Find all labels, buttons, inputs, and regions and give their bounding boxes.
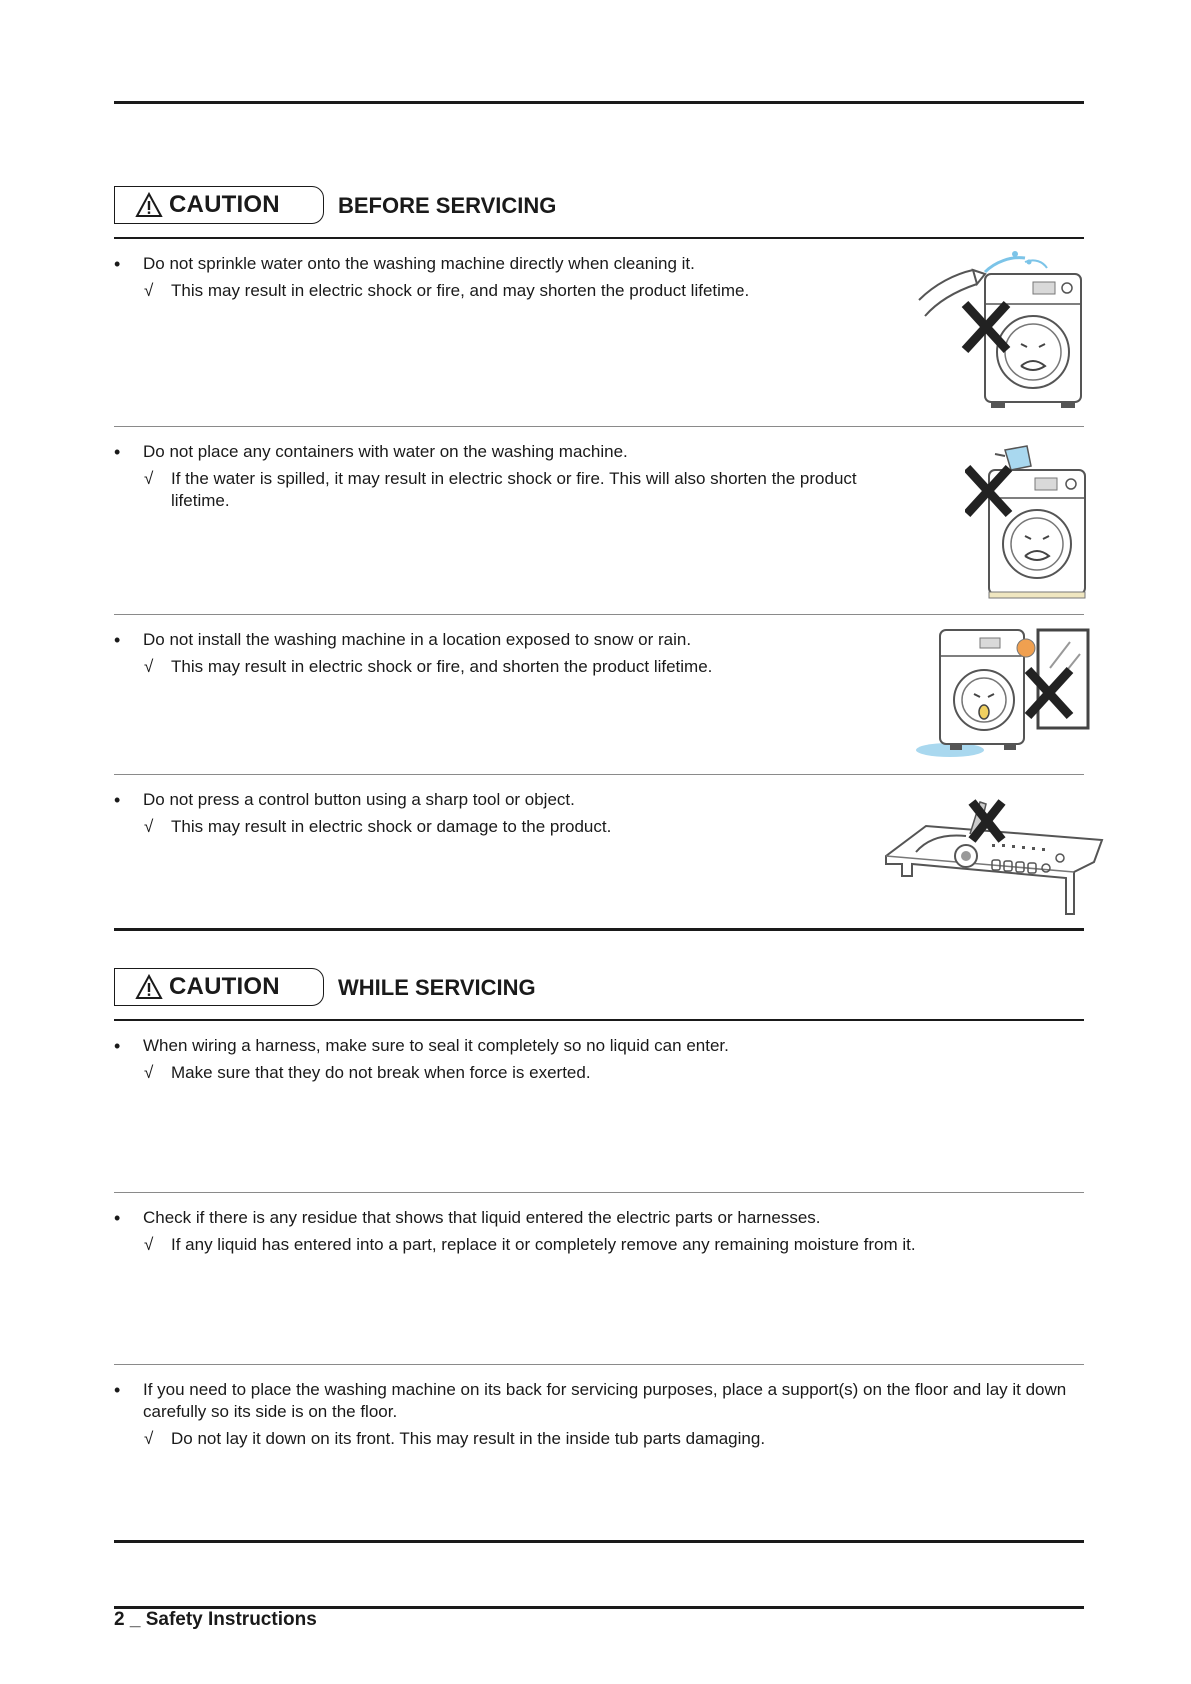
item-note [114,656,914,678]
check-mark: √ [144,1429,154,1448]
warning-triangle-icon [135,192,163,218]
item-note-text: Make sure that they do not break when force is exerted. [171,1063,591,1082]
item-note-text: If the water is spilled, it may result in electric shock or fire. This will also shorten the product lifetime. [171,469,857,510]
sharp-tool-control-panel-illustration [880,798,1112,920]
warning-triangle-icon [135,974,163,1000]
list-item [114,1035,1084,1084]
footer-section-name: Safety Instructions [145,1609,317,1630]
check-mark: √ [144,657,154,676]
item-text: • Check if there is any residue that shows that liquid entered the electric parts or harnesses. [114,1207,1084,1229]
item-text: • Do not sprinkle water onto the washing machine directly when cleaning it. [114,253,914,275]
item-text: • Do not place any containers with water on the washing machine. [114,441,914,463]
list-item [114,629,914,678]
item-divider [114,774,1084,775]
list-item [114,789,914,838]
section-divider [114,928,1084,931]
item-text: • Do not press a control button using a sharp tool or object. [114,789,914,811]
item-note-text: This may result in electric shock or damage to the product. [171,817,612,836]
item-note-text: Do not lay it down on its front. This may result in the inside tub parts damaging. [171,1429,766,1448]
list-item [114,1379,1084,1450]
item-text: • When wiring a harness, make sure to seal it completely so no liquid can enter. [114,1035,1084,1057]
caution-label: CAUTION [169,973,280,1000]
list-item [114,253,914,302]
item-note [114,816,914,838]
item-note-text: This may result in electric shock or fire, and may shorten the product lifetime. [171,281,750,300]
check-mark: √ [144,817,154,836]
item-text: • If you need to place the washing machine on its back for servicing purposes, place a support(s) on the floor and lay it down carefully so its side is on the floor. [114,1379,1084,1423]
section-title-while-servicing: WHILE SERVICING [338,975,536,1000]
water-spray-washer-illustration [915,248,1090,413]
item-divider [114,614,1084,615]
item-divider [114,1364,1084,1365]
check-mark: √ [144,1235,154,1254]
item-note [114,1234,1084,1256]
item-note-text: This may result in electric shock or fire, and shorten the product lifetime. [171,657,713,676]
washer-exposed-to-rain-illustration [910,628,1090,760]
item-note [114,1062,1084,1084]
item-note [114,1428,1084,1450]
water-cup-on-washer-illustration [965,436,1090,601]
item-text: • Do not install the washing machine in a location exposed to snow or rain. [114,629,914,651]
bottom-rule [114,1540,1084,1543]
list-item [114,441,914,512]
item-note [114,280,914,302]
check-mark: √ [144,1063,154,1082]
check-mark: √ [144,469,154,488]
item-divider [114,1192,1084,1193]
top-rule [114,101,1084,104]
list-item [114,1207,1084,1256]
section-header-rule [114,1019,1084,1021]
caution-badge [114,186,324,224]
item-note [114,468,914,512]
page-number: 2 [114,1609,125,1630]
item-note-text: If any liquid has entered into a part, replace it or completely remove any remaining moisture from it. [171,1235,916,1254]
section-header-rule [114,237,1084,239]
caution-label: CAUTION [169,191,280,218]
caution-badge [114,968,324,1006]
section-title-before-servicing: BEFORE SERVICING [338,193,557,218]
item-divider [114,426,1084,427]
footer-separator: _ [129,1609,141,1630]
page-footer [114,1609,317,1631]
check-mark: √ [144,281,154,300]
